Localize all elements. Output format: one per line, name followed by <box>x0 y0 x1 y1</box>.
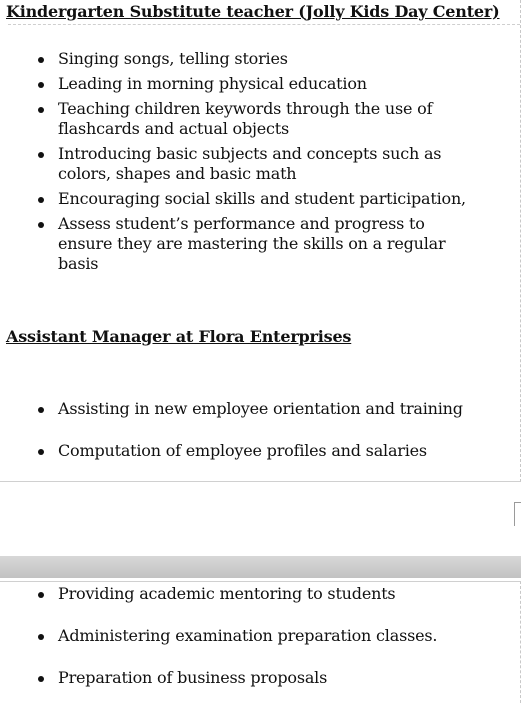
bullet-list-assistant-manager <box>6 399 466 483</box>
list-item: Introducing basic subjects and concepts such as colors, shapes and basic math <box>6 144 466 184</box>
list-item: Leading in morning physical education <box>6 74 466 94</box>
section-heading-kindergarten: Kindergarten Substitute teacher (Jolly Kids Day Center) <box>6 2 500 21</box>
page-break-separator <box>0 556 521 578</box>
list-item: Preparation of business proposals <box>6 668 466 688</box>
list-item: Administering examination preparation classes. <box>6 626 466 646</box>
bullet-list-continued <box>6 584 466 710</box>
list-item: Singing songs, telling stories <box>6 49 466 69</box>
list-item: Assess student’s performance and progress to ensure they are mastering the skills on a regular basis <box>6 214 466 274</box>
document-page-2 <box>0 581 521 703</box>
list-item: Encouraging social skills and student participation, <box>6 189 466 209</box>
list-item: Teaching children keywords through the use of flashcards and actual objects <box>6 99 466 139</box>
text-boundary-line <box>8 24 520 25</box>
section-heading-assistant-manager: Assistant Manager at Flora Enterprises <box>6 327 352 346</box>
page-corner-mark <box>514 502 521 526</box>
list-item: Assisting in new employee orientation and training <box>6 399 466 419</box>
bullet-list-kindergarten <box>6 49 466 279</box>
list-item: Computation of employee profiles and salaries <box>6 441 466 461</box>
list-item: Providing academic mentoring to students <box>6 584 466 604</box>
